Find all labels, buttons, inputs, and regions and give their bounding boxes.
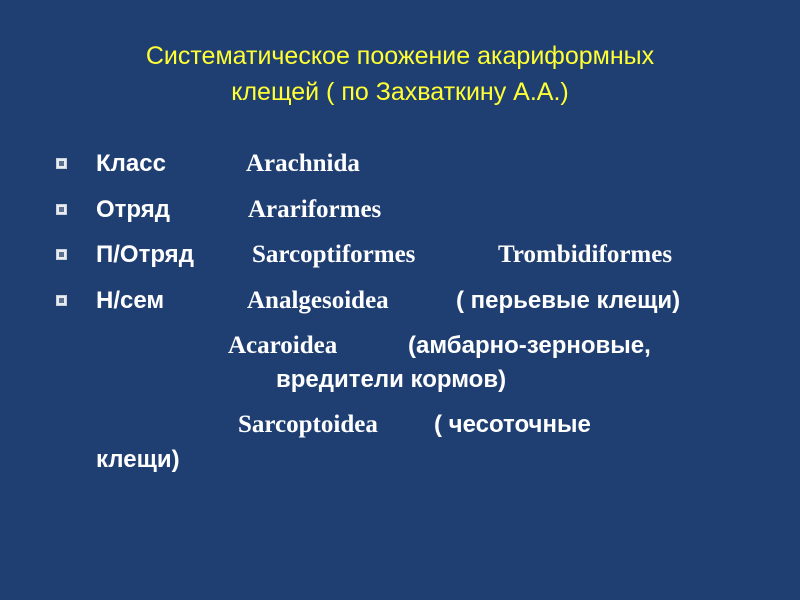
rank-label: Отряд	[96, 196, 171, 223]
taxon-name: Sarcoptoidea	[238, 411, 378, 438]
taxon-note: ( чесоточные	[434, 411, 591, 438]
taxon-name: Sarcoptiformes	[252, 241, 416, 268]
rank-label: П/Отряд	[96, 241, 194, 268]
slide-title	[40, 38, 760, 110]
taxon-note: (амбарно-зерновые,	[408, 332, 651, 359]
taxon-name: Acaroidea	[228, 332, 338, 359]
taxon-note: ( перьевые клещи)	[456, 287, 681, 314]
rank-label: Н/сем	[96, 287, 165, 314]
square-bullet-icon	[56, 204, 67, 215]
rank-label: Класс	[96, 150, 166, 177]
taxon-name: Analgesoidea	[247, 287, 389, 314]
taxon-name: Arachnida	[246, 150, 360, 177]
square-bullet-icon	[56, 249, 67, 260]
square-bullet-icon	[56, 295, 67, 306]
title-line-2: клещей ( по Захваткину А.А.)	[231, 78, 569, 106]
taxon-name: Trombidiformes	[498, 241, 673, 268]
taxon-name: Arariformes	[248, 196, 382, 223]
taxon-note: вредители кормов)	[276, 366, 507, 393]
taxon-note: клещи)	[96, 446, 180, 473]
title-line-1: Систематическое поожение акариформных	[145, 42, 655, 70]
square-bullet-icon	[56, 158, 67, 169]
